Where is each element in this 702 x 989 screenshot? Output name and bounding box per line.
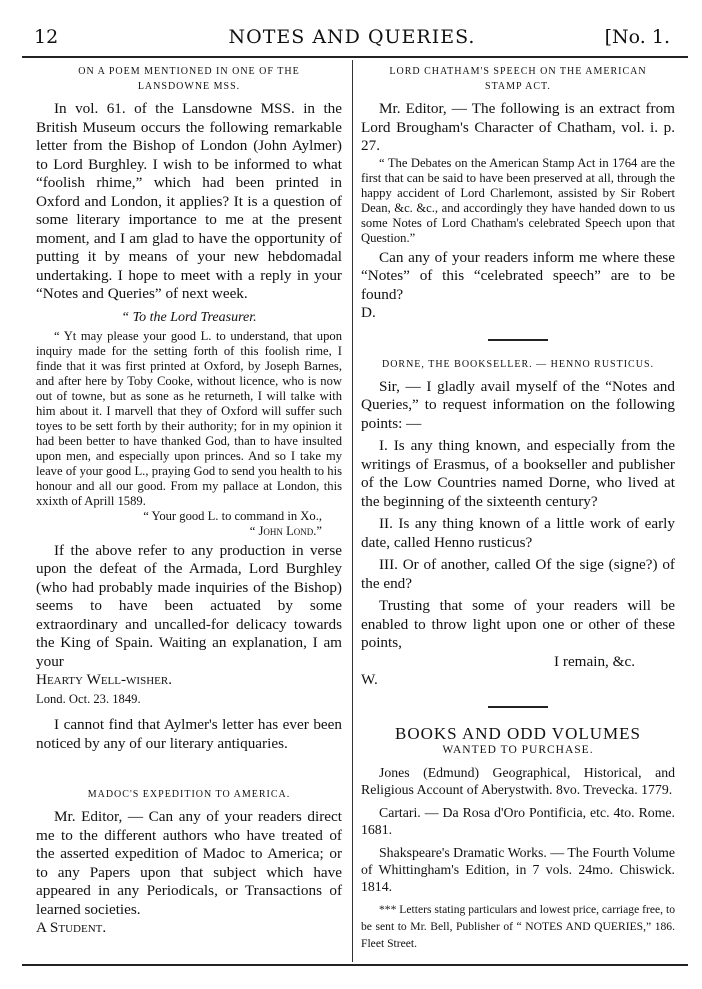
spacer [36,753,342,787]
paragraph: I. Is any thing known, and especially from the writings of Erasmus, of a bookseller and publisher of the Low Countries named Dorne, who lived at the beginning of the sixteenth century? [361,437,675,510]
book-note: *** Letters stating particulars and lowest price, carriage free, to be sent to Mr. Bell, Publisher of “ NOTES AND QUERIES,” 186. Fleet Street. [361,902,675,950]
column-divider [352,60,353,962]
paragraph: Mr. Editor, — Can any of your readers direct me to the different authors who have treated of the asserted expedition of Madoc to America; or to any Papers upon that subject which have appeared in any Periodicals, or Transactions of learned societies. [36,808,342,918]
header-rule [22,56,688,58]
paragraph: Can any of your readers inform me where these “Notes” of this “celebrated speech” are to be found? [361,248,675,303]
paragraph: II. Is any thing known of a little work of early date, called Henno rusticus? [361,515,675,551]
quote-signature: “ John Lond.” [249,523,322,538]
left-column [36,64,342,938]
closing: I remain, &c. [554,652,635,670]
signature: W. [361,671,378,688]
quote-close: “ Your good L. to command in Xo., [143,508,322,523]
page-number: 12 [34,26,59,48]
heading-line: LORD CHATHAM'S SPEECH ON THE AMERICAN [389,66,647,77]
section-separator [488,706,548,708]
heading-line: ON A POEM MENTIONED IN ONE OF THE [78,66,300,77]
signature: D. [361,304,376,321]
book-item: Jones (Edmund) Geographical, Historical, and Religious Account of Aberystwith. 8vo. Trevecka. 1779. [361,764,675,797]
article-heading-madoc: MADOC'S EXPEDITION TO AMERICA. [87,789,291,800]
paragraph: In vol. 61. of the Lansdowne MSS. in the British Museum occurs the following remarkable letter from the Bishop of London (John Aylmer) to Lord Burghley. I wish to be informed to what “foolish rhime,” which had been printed in Oxford and London, it applies? It is a question of some literary importance to me at the present moment, and I am glad to have the opportunity of putting it by means of your new hebdomadal undertaking. I hope to meet with a reply in your “Notes and Queries” of next week. [36,100,342,302]
dateline: Lond. Oct. 23. 1849. [36,691,141,706]
book-item: Shakspeare's Dramatic Works. — The Fourth Volume of Whittingham's Edition, in 7 vols. 24mo. Chiswick. 1814. [361,844,675,894]
quote-body: “ Yt may please your good L. to understand, that upon inquiry made for the setting forth of this foolish rime, I finde that it was first printed at Oxford, by Joseph Barnes, and after here by Toby Cooke, without licence, who is now out of towne, but as sone as he returneth, I will talke with him about it. I marvell that they of Oxford will suffer such toyes to be sett forth by their authority; for in my opinion it had been better to have thanked God, than to have insulted upon men, and especially upon princes. And so I take my leave of your good L., praying God to send you health to his honour and all our good. From my pallace at London, this xxixth of Aprill 1589. [36,328,342,508]
right-column [361,64,675,958]
article-heading-dorne: DORNE, THE BOOKSELLER. — HENNO RUSTICUS. [381,358,655,370]
quote-title: “ To the Lord Treasurer. [121,309,257,325]
heading-line: STAMP ACT. [485,81,551,92]
paragraph: III. Or of another, called Of the sige (signe?) of the end? [361,556,675,592]
issue-number: [No. 1. [604,26,670,48]
book-item: Cartari. — Da Rosa d'Oro Pontificia, etc. 4to. Rome. 1681. [361,804,675,837]
books-heading: BOOKS AND ODD VOLUMES [395,723,641,743]
signature: A Student. [36,919,107,936]
article-heading-chatham [361,64,675,94]
quoted-extract [361,156,675,246]
paragraph: Trusting that some of your readers will be enabled to throw light upon one or other of these points, [361,597,675,651]
books-list [361,764,675,952]
footer-rule [22,964,688,966]
books-subheading: WANTED TO PURCHASE. [442,743,594,756]
running-header [20,26,684,56]
heading-line: LANSDOWNE MSS. [137,81,241,92]
paragraph: I cannot find that Aylmer's letter has ever been noticed by any of our literary antiquaries. [36,716,342,752]
section-separator [488,339,548,341]
article-heading-lansdowne [36,64,342,94]
paragraph: Sir, — I gladly avail myself of the “Notes and Queries,” to request information on the following points: — [361,377,675,432]
paragraph: Mr. Editor, — The following is an extract from Lord Brougham's Character of Chatham, vol. i. p. 27. [361,100,675,154]
signature: Hearty Well-wisher. [36,671,173,688]
quoted-letter [36,329,342,539]
quote-body: “ The Debates on the American Stamp Act in 1764 are the first that can be said to have been preserved at all, through the happy accident of Lord Charlemont, assisted by Sir Robert Dean, &c. &c., and accordingly they have handed down to us some Notes of Lord Chatham's celebrated Speech upon that Question.” [361,155,675,245]
journal-title: NOTES AND QUERIES. [228,26,476,48]
paragraph: If the above refer to any production in verse upon the defeat of the Armada, Lord Burghley (who had probably made inquiries of the Bishop) seems to have been actuated by some extraordinary and uncalled-for delicacy towards the King of Spain. Waiting an explanation, I am your [36,541,342,670]
